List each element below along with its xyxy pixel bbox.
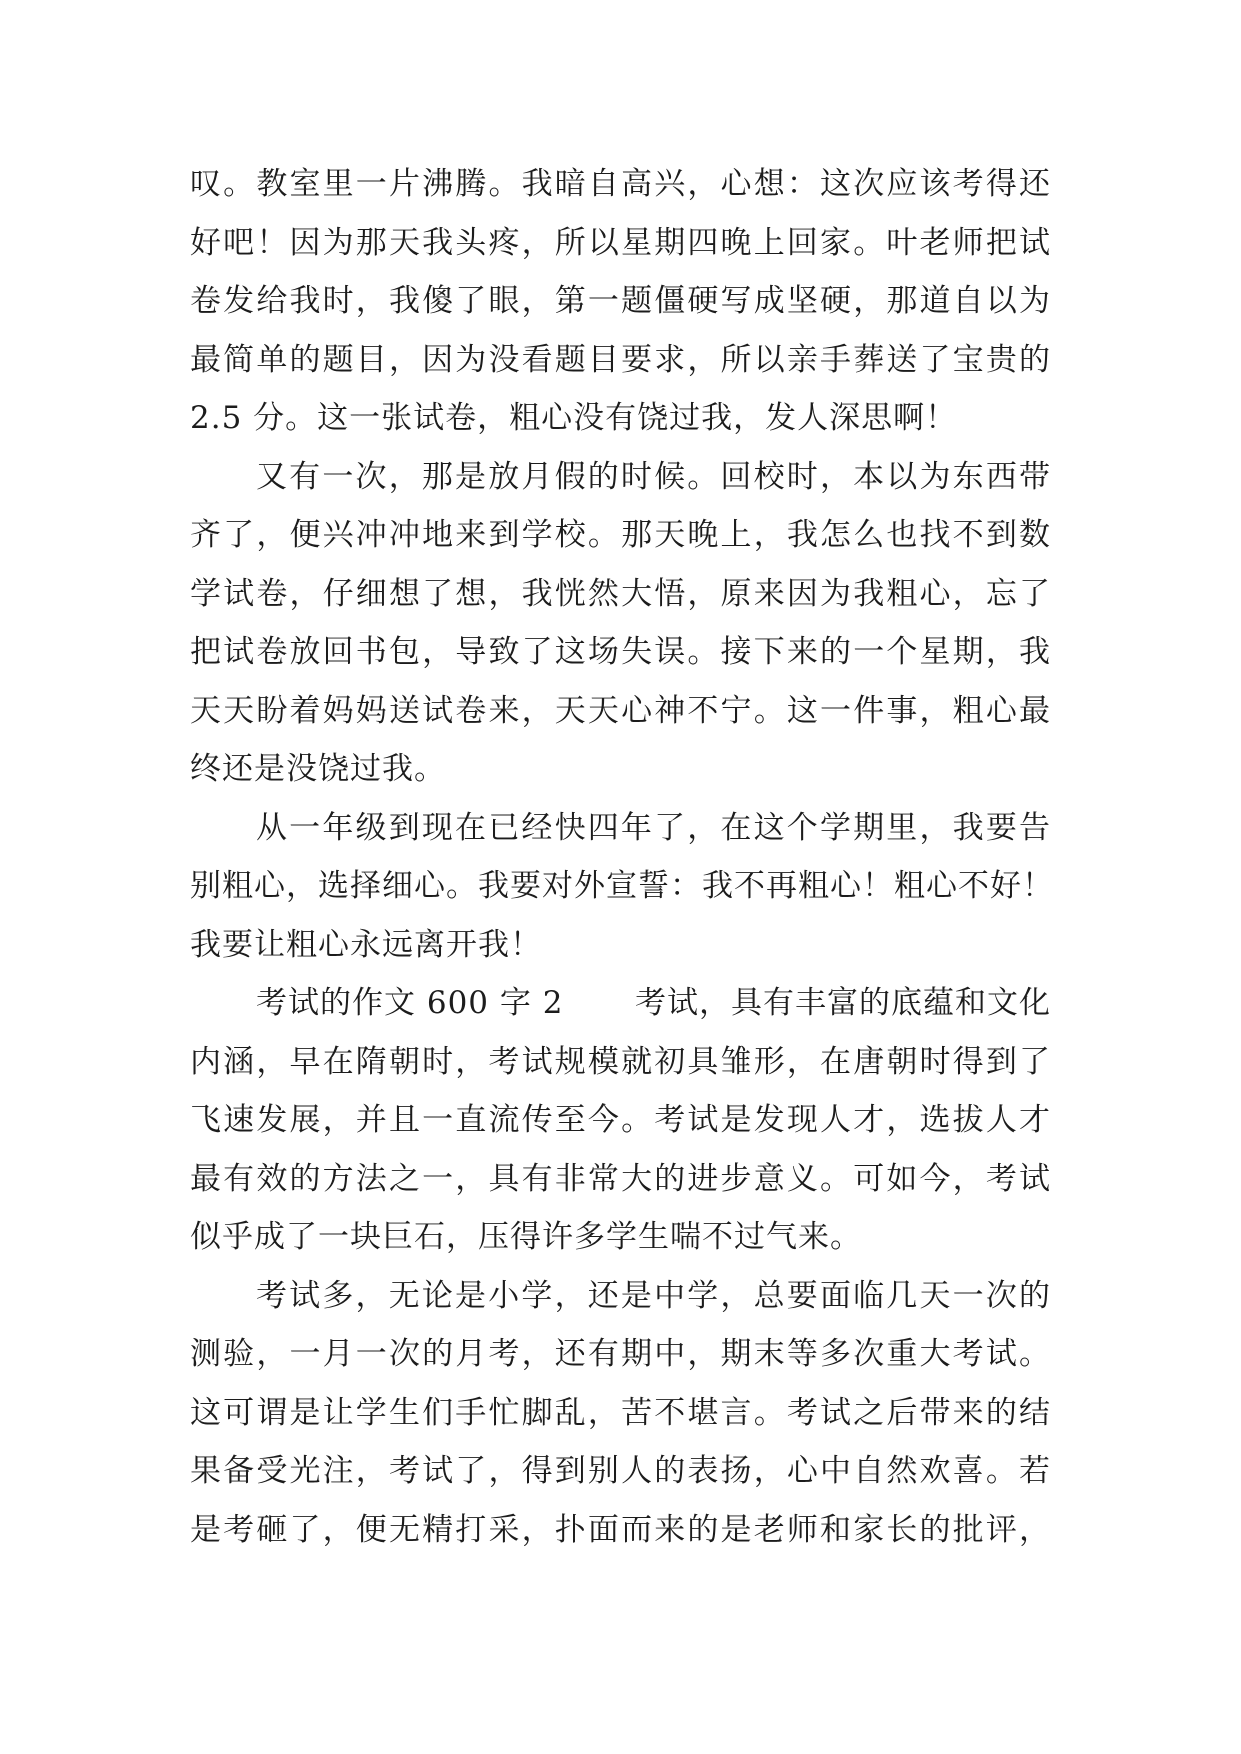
essay-heading-line [190,974,1051,1033]
text-line: 别粗心，选择细心。我要对外宣誓：我不再粗心！粗心不好！ [190,868,1054,904]
text-line: 把试卷放回书包，导致了这场失误。接下来的一个星期，我 [190,634,1051,670]
text-line: 似乎成了一块巨石，压得许多学生喘不过气来。 [190,1219,862,1255]
text-line: 最有效的方法之一，具有非常大的进步意义。可如今，考试 [190,1160,1051,1197]
text-line: 考试多，无论是小学，还是中学，总要面临几天一次的 [256,1277,1051,1314]
text-line: 从一年级到现在已经快四年了，在这个学期里，我要告 [256,809,1051,846]
text-line: 果备受光注，考试了，得到别人的表扬，心中自然欢喜。若 [190,1453,1051,1489]
text-line: 这可谓是让学生们手忙脚乱，苦不堪言。考试之后带来的结 [190,1394,1051,1431]
essay-title: 考试的作文 600 字 2 [256,985,564,1021]
text-line: 学试卷，仔细想了想，我恍然大悟，原来因为我粗心，忘了 [190,575,1051,612]
text-line: 终还是没饶过我。 [190,751,446,787]
text-line: 好吧！因为那天我头疼，所以星期四晚上回家。叶老师把试 [190,224,1051,261]
document-body [190,155,1054,1559]
text-line: 天天盼着妈妈送试卷来，天天心神不宁。这一件事，粗心最 [190,692,1051,729]
text-line: 考试，具有丰富的底蕴和文化 [635,985,1051,1021]
text-line: 最简单的题目，因为没看题目要求，所以亲手葬送了宝贵的 [190,341,1051,378]
paragraph [190,448,1051,799]
text-line: 又有一次，那是放月假的时候。回校时，本以为东西带 [256,458,1051,495]
paragraph [190,799,1054,975]
paragraph [190,155,1051,448]
text-line: 测验，一月一次的月考，还有期中，期末等多次重大考试。 [190,1336,1051,1372]
paragraph [190,974,1051,1267]
text-line: 飞速发展，并且一直流传至今。考试是发现人才，选拔人才 [190,1102,1051,1138]
text-line: 2.5 分。这一张试卷，粗心没有饶过我，发人深思啊！ [190,400,958,436]
text-line: 卷发给我时，我傻了眼，第一题僵硬写成坚硬，那道自以为 [190,283,1051,319]
text-line: 我要让粗心永远离开我！ [190,926,542,963]
paragraph [190,1267,1051,1560]
text-line: 齐了，便兴冲冲地来到学校。那天晚上，我怎么也找不到数 [190,517,1051,553]
text-line: 是考砸了，便无精打采，扑面而来的是老师和家长的批评， [190,1511,1051,1548]
text-line: 内涵，早在隋朝时，考试规模就初具雏形，在唐朝时得到了 [190,1043,1051,1080]
text-line: 叹。教室里一片沸腾。我暗自高兴，心想：这次应该考得还 [190,166,1051,202]
